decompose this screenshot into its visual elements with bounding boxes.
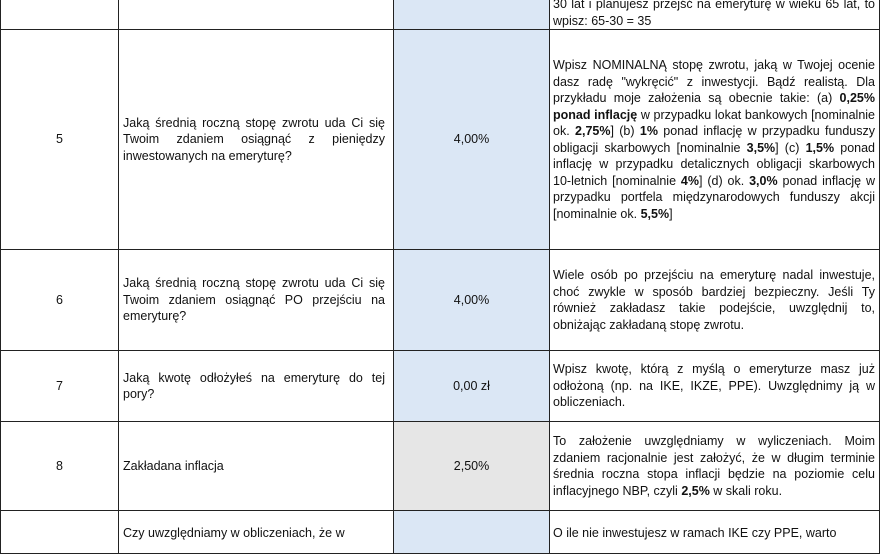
bold-text: 3,5%	[746, 140, 776, 155]
bold-text: 5,5%	[640, 206, 670, 221]
table-row	[1, 351, 880, 422]
question-cell: Jaką kwotę odłożyłeś na emeryturę do tej pory?	[119, 351, 394, 422]
table-row	[1, 511, 880, 554]
fixed-value-cell: 2,50%	[394, 422, 550, 511]
row-number: 7	[1, 351, 119, 422]
description-cell: Wpisz kwotę, którą z myślą o emeryturze masz już odłożoną (np. na IKE, IKZE, PPE). Uwzględnimy ją w obliczeniach.	[550, 351, 880, 422]
question-cell: Jaką średnią roczną stopę zwrotu uda Ci się Twoim zdaniem osiągnąć PO przejściu na emeryturę?	[119, 250, 394, 351]
text: ponad inflację w przypadku detalicznych obligacji skarbowych 10-letnich [nominalnie	[553, 140, 876, 188]
input-value-cell[interactable]: 4,00%	[394, 250, 550, 351]
table-row	[1, 0, 880, 30]
text: ]	[669, 206, 673, 221]
input-value-cell[interactable]	[394, 0, 550, 30]
question-cell: Czy uwzględniamy w obliczeniach, że w	[119, 511, 394, 554]
text: w przypadku lokat bankowych [nominalnie ok.	[553, 107, 875, 138]
description-cell	[550, 422, 880, 511]
row-number	[1, 511, 119, 554]
text: ponad inflację w przypadku funduszy obligacji skarbowych [nominalnie	[553, 124, 876, 155]
bold-text: 1,5%	[805, 140, 835, 155]
description-cell	[550, 30, 880, 250]
description-cell: 30 lat i planujesz przejść na emeryturę w wieku 65 lat, to wpisz: 65-30 = 35	[550, 0, 880, 30]
bold-text: 3,0%	[749, 173, 778, 188]
text: To założenie uwzględniamy w wyliczeniach. Moim zdaniem racjonalnie jest założyć, że w długim terminie średnia roczna stopa inflacji będzie na poziomie celu inflacyjnego NBP, czyli	[553, 434, 875, 498]
bold-text: 2,75%	[575, 124, 611, 138]
bold-text: 2,5%	[681, 483, 710, 498]
table-row	[1, 30, 880, 250]
bold-text: 1%	[639, 124, 658, 138]
text: Wpisz NOMINALNĄ stopę zwrotu, jaką w Twojej ocenie dasz radę "wykręcić" z inwestycji. Bądź realistą. Dla przykładu moje założenia są obecnie takie: (a)	[553, 58, 875, 105]
bold-text: 0,25% ponad inflację	[553, 91, 875, 122]
input-value-cell[interactable]	[394, 511, 550, 554]
text: ] (d) ok.	[699, 173, 750, 188]
description-cell: O ile nie inwestujesz w ramach IKE czy PPE, warto	[550, 511, 880, 554]
row-number: 6	[1, 250, 119, 351]
input-value-cell[interactable]: 0,00 zł	[394, 351, 550, 422]
row-number: 5	[1, 30, 119, 250]
row-number: 8	[1, 422, 119, 511]
text: w skali roku.	[709, 483, 783, 498]
text: ponad inflację w przypadku portfela międzynarodowych funduszy akcji [nominalnie ok.	[553, 173, 875, 221]
question-cell: Zakładana inflacja	[119, 422, 394, 511]
table-row	[1, 250, 880, 351]
text: ] (b)	[610, 124, 640, 138]
input-value-cell[interactable]: 4,00%	[394, 30, 550, 250]
row-number	[1, 0, 119, 30]
question-cell	[119, 0, 394, 30]
table-row	[1, 422, 880, 511]
bold-text: 4%	[680, 173, 699, 188]
description-cell: Wiele osób po przejściu na emeryturę nadal inwestuje, choć zwykle w sposób bardziej bezpieczny. Jeśli Ty również zakładasz takie podejście, uwzględnij to, obniżając zakładaną stopę zwrotu.	[550, 250, 880, 351]
text: ] (c)	[775, 140, 806, 155]
question-cell: Jaką średnią roczną stopę zwrotu uda Ci się Twoim zdaniem osiągnąć z pieniędzy inwestowanych na emeryturę?	[119, 30, 394, 250]
